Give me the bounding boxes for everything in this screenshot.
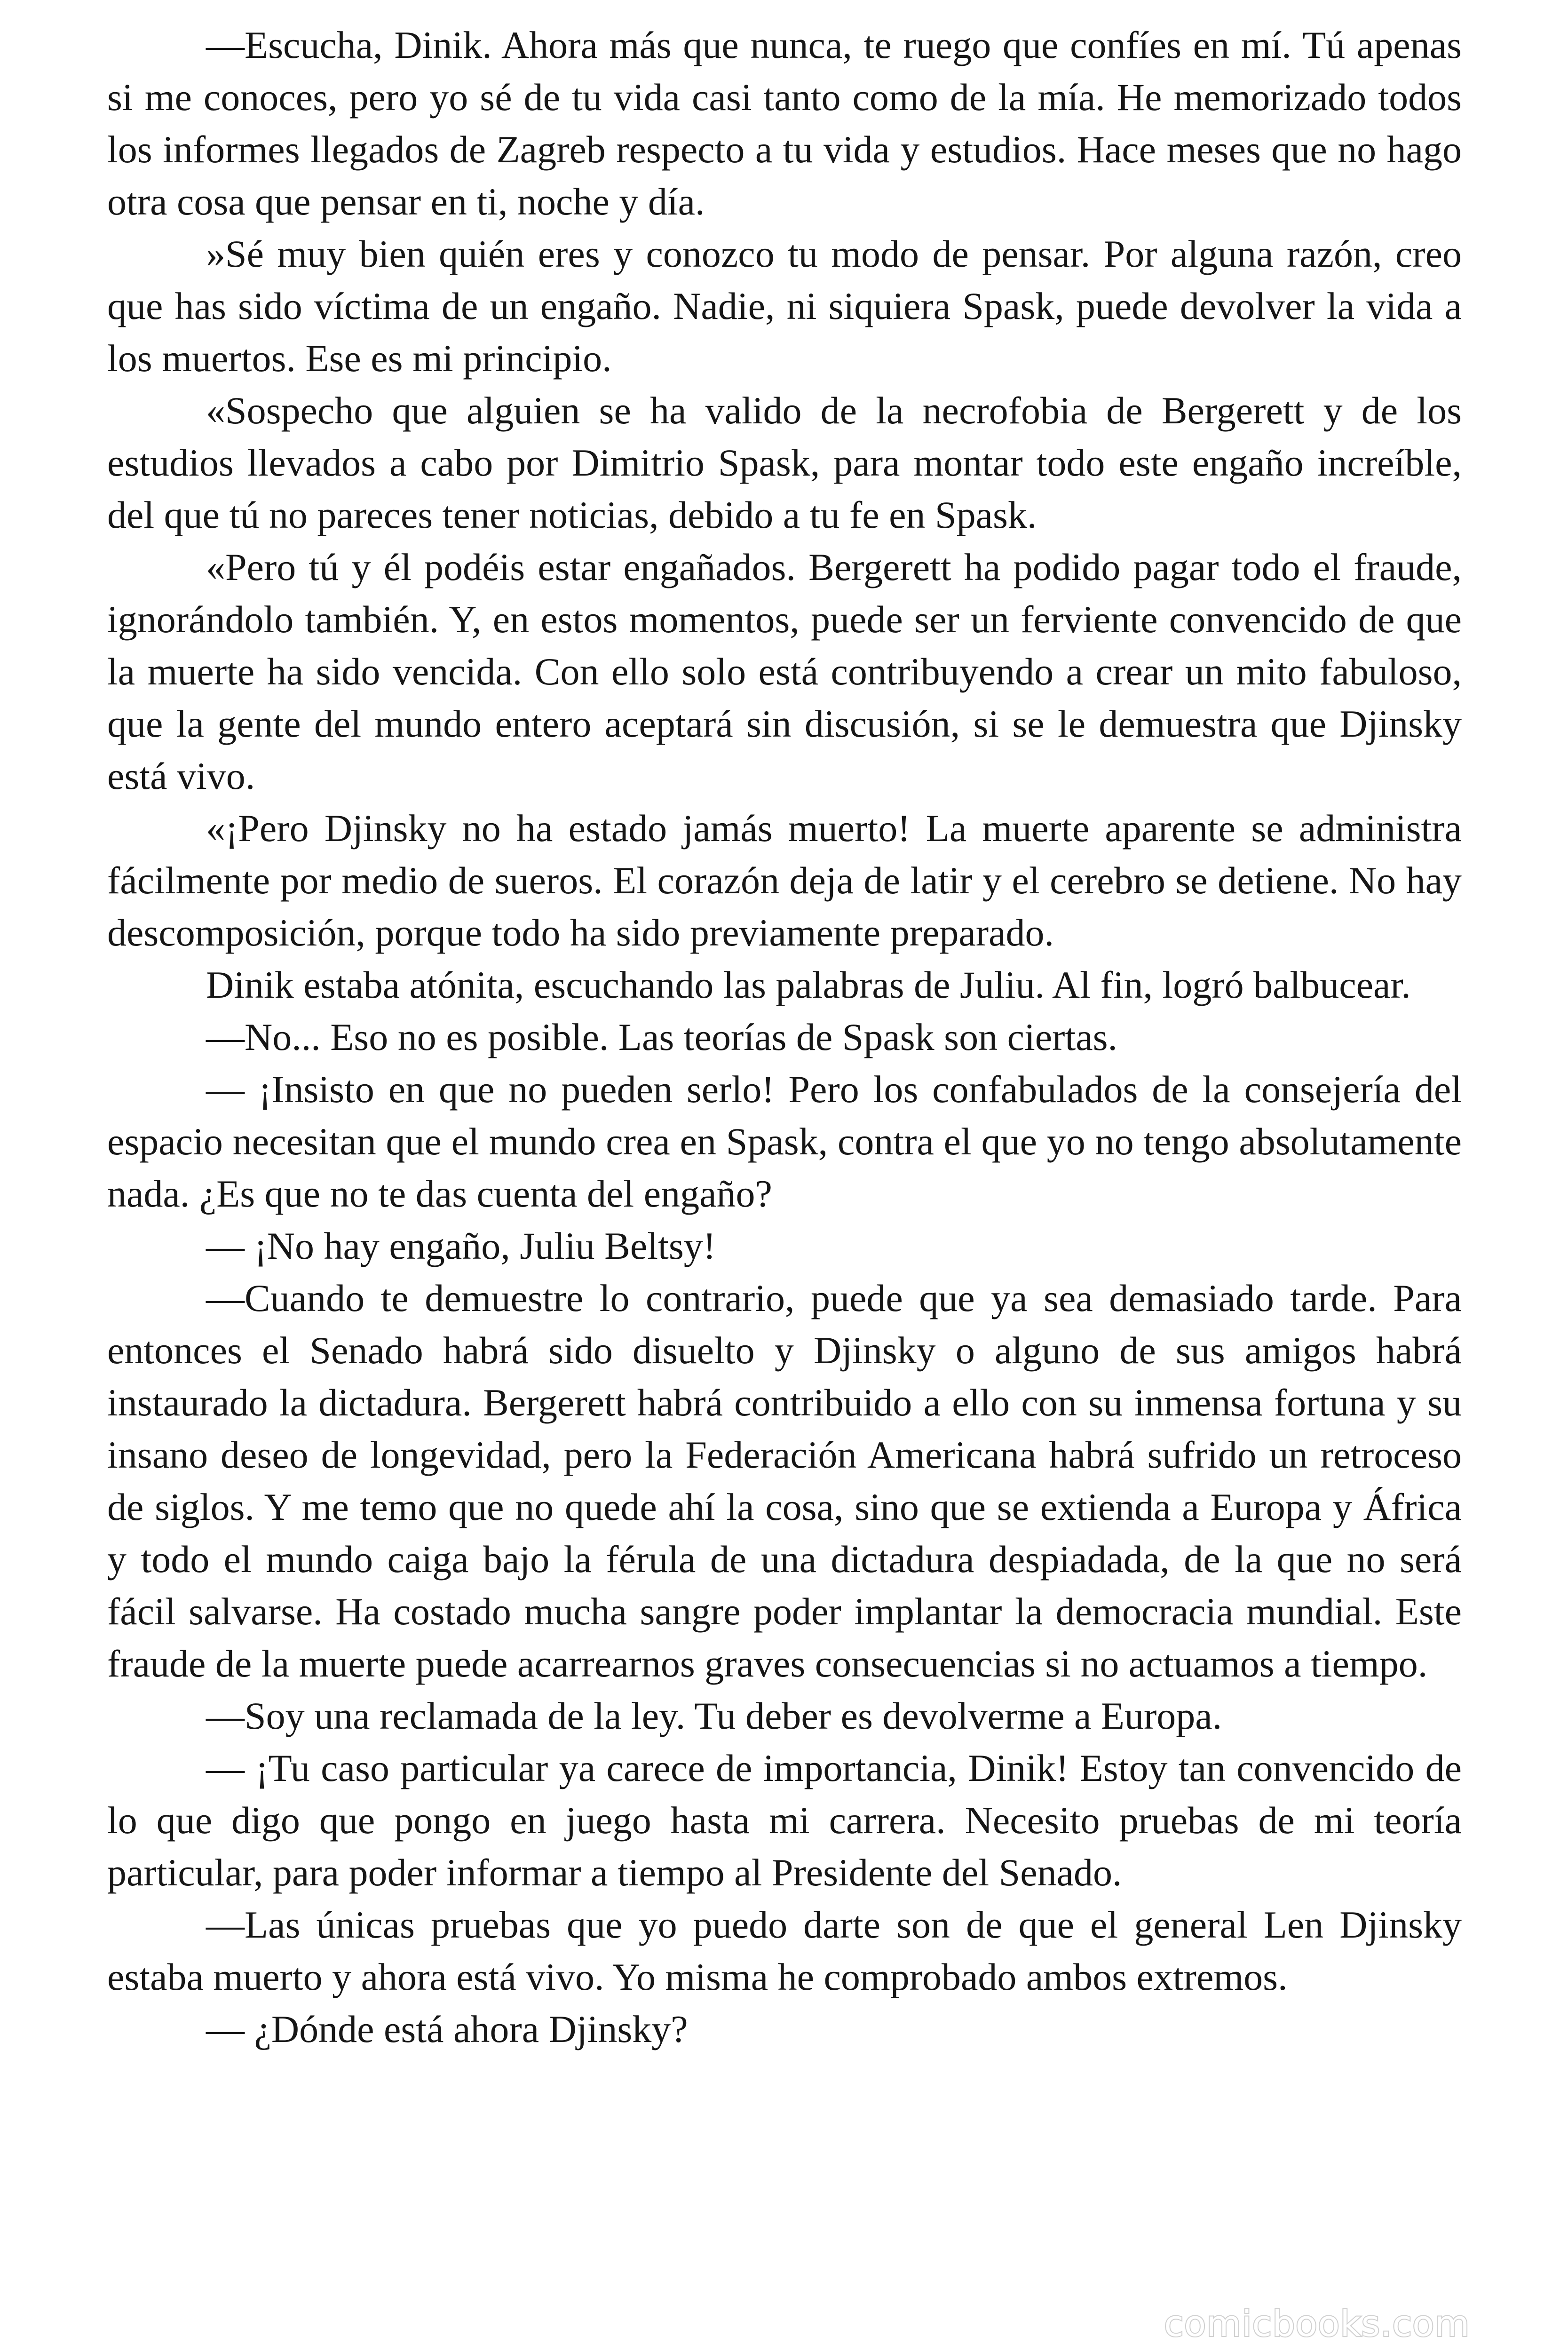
paragraph: «¡Pero Djinsky no ha estado jamás muerto! La muerte aparente se administra fácilmente por medio de sueros. El corazón deja de latir y el cerebro se detiene. No hay descomposición, porque todo ha sido previamente preparado. [107, 807, 1462, 954]
paragraph: —Las únicas pruebas que yo puedo darte son de que el general Len Djinsky estaba muerto y ahora está vivo. Yo misma he comprobado ambos extremos. [107, 1903, 1462, 1998]
paragraph: — ¡No hay engaño, Juliu Beltsy! [206, 1224, 716, 1267]
paragraph: —No... Eso no es posible. Las teorías de Spask son ciertas. [206, 1016, 1118, 1058]
paragraph: Dinik estaba atónita, escuchando las palabras de Juliu. Al fin, logró balbucear. [206, 963, 1411, 1006]
paragraph: —Escucha, Dinik. Ahora más que nunca, te ruego que confíes en mí. Tú apenas si me conoces, pero yo sé de tu vida casi tanto como de la mía. He memorizado todos los informes llegados de Zagreb respecto a tu vida y estudios. Hace meses que no hago otra cosa que pensar en ti, noche y día. [107, 24, 1462, 223]
paragraph: — ¿Dónde está ahora Djinsky? [206, 2008, 688, 2050]
paragraph: —Cuando te demuestre lo contrario, puede que ya sea demasiado tarde. Para entonces el Senado habrá sido disuelto y Djinsky o alguno de sus amigos habrá instaurado la dictadura. Bergerett habrá contribuido a ello con su inmensa fortuna y su insano deseo de longevidad, pero la Federación Americana habrá sufrido un retroceso de siglos. Y me temo que no quede ahí la cosa, sino que se extienda a Europa y África y todo el mundo caiga bajo la férula de una dictadura despiadada, de la que no será fácil salvarse. Ha costado mucha sangre poder implantar la democracia mundial. Este fraude de la muerte puede acarrearnos graves consecuencias si no actuamos a tiempo. [107, 1277, 1462, 1685]
watermark-logo: comicbooks.com [1164, 2303, 1470, 2344]
paragraph: «Pero tú y él podéis estar engañados. Bergerett ha podido pagar todo el fraude, ignorándolo también. Y, en estos momentos, puede ser un ferviente convencido de que la muerte ha sido vencida. Con ello solo está contribuyendo a crear un mito fabuloso, que la gente del mundo entero aceptará sin discusión, si se le demuestra que Djinsky está vivo. [107, 546, 1462, 797]
paragraph: »Sé muy bien quién eres y conozco tu modo de pensar. Por alguna razón, creo que has sido víctima de un engaño. Nadie, ni siquiera Spask, puede devolver la vida a los muertos. Ese es mi principio. [107, 232, 1462, 380]
paragraph: —Soy una reclamada de la ley. Tu deber es devolverme a Europa. [206, 1694, 1222, 1737]
paragraph: — ¡Tu caso particular ya carece de importancia, Dinik! Estoy tan convencido de lo que digo que pongo en juego hasta mi carrera. Necesito pruebas de mi teoría particular, para poder informar a tiempo al Presidente del Senado. [107, 1747, 1462, 1894]
paragraph: «Sospecho que alguien se ha valido de la necrofobia de Bergerett y de los estudios llevados a cabo por Dimitrio Spask, para montar todo este engaño increíble, del que tú no pareces tener noticias, debido a tu fe en Spask. [107, 389, 1462, 536]
paragraph: — ¡Insisto en que no pueden serlo! Pero los confabulados de la consejería del espacio necesitan que el mundo crea en Spask, contra el que yo no tengo absolutamente nada. ¿Es que no te das cuenta del engaño? [107, 1068, 1462, 1215]
book-page-text [107, 19, 1462, 2055]
